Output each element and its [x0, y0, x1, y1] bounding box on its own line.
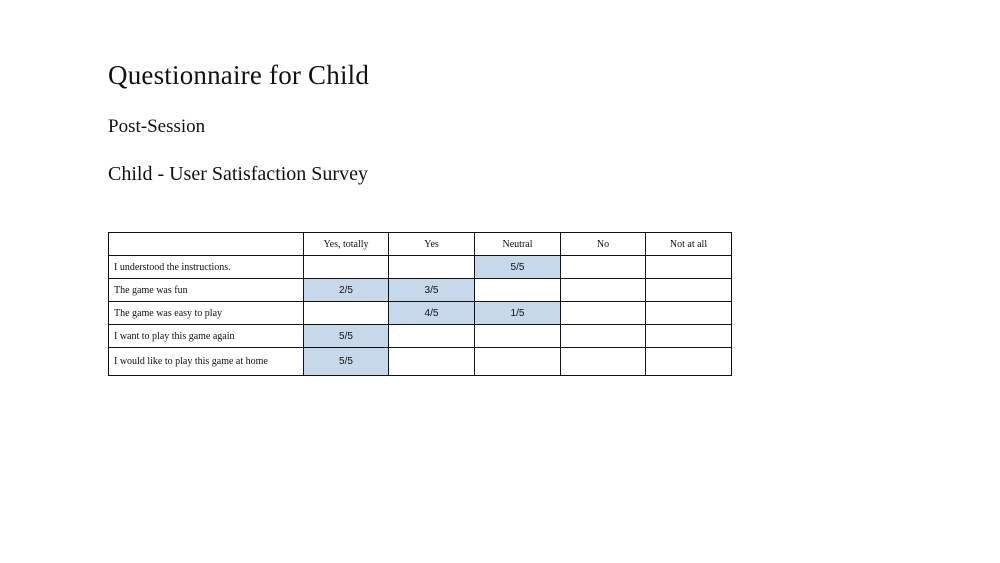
table-header-row [109, 233, 732, 256]
header-cell-empty [109, 233, 304, 256]
response-cell: 5/5 [475, 256, 561, 279]
response-cell: 5/5 [304, 348, 389, 376]
response-cell [389, 256, 475, 279]
statement-cell: The game was easy to play [109, 302, 304, 325]
response-cell: 5/5 [304, 325, 389, 348]
response-cell [646, 256, 732, 279]
header-cell-yes-totally: Yes, totally [304, 233, 389, 256]
table-row [109, 302, 732, 325]
response-cell: 4/5 [389, 302, 475, 325]
response-cell [389, 348, 475, 376]
header-cell-neutral: Neutral [475, 233, 561, 256]
response-cell [561, 279, 646, 302]
table-row [109, 256, 732, 279]
response-cell [561, 302, 646, 325]
statement-cell: I understood the instructions. [109, 256, 304, 279]
response-cell [561, 325, 646, 348]
response-cell [646, 348, 732, 376]
response-cell: 1/5 [475, 302, 561, 325]
response-cell [475, 348, 561, 376]
response-cell [304, 256, 389, 279]
statement-cell: I want to play this game again [109, 325, 304, 348]
response-cell [561, 256, 646, 279]
table-row [109, 325, 732, 348]
response-cell [475, 325, 561, 348]
response-cell [646, 302, 732, 325]
statement-cell: I would like to play this game at home [109, 348, 304, 376]
header-cell-no: No [561, 233, 646, 256]
page-subtitle: Post-Session [108, 116, 206, 137]
response-cell [389, 325, 475, 348]
table-row [109, 348, 732, 376]
header-cell-not-at-all: Not at all [646, 233, 732, 256]
response-cell: 2/5 [304, 279, 389, 302]
response-cell [646, 279, 732, 302]
response-cell [561, 348, 646, 376]
response-cell [304, 302, 389, 325]
table-row [109, 279, 732, 302]
satisfaction-table [108, 232, 732, 376]
response-cell [646, 325, 732, 348]
response-cell: 3/5 [389, 279, 475, 302]
statement-cell: The game was fun [109, 279, 304, 302]
header-cell-yes: Yes [389, 233, 475, 256]
survey-title: Child - User Satisfaction Survey [108, 163, 368, 185]
response-cell [475, 279, 561, 302]
page-title: Questionnaire for Child [108, 60, 370, 90]
